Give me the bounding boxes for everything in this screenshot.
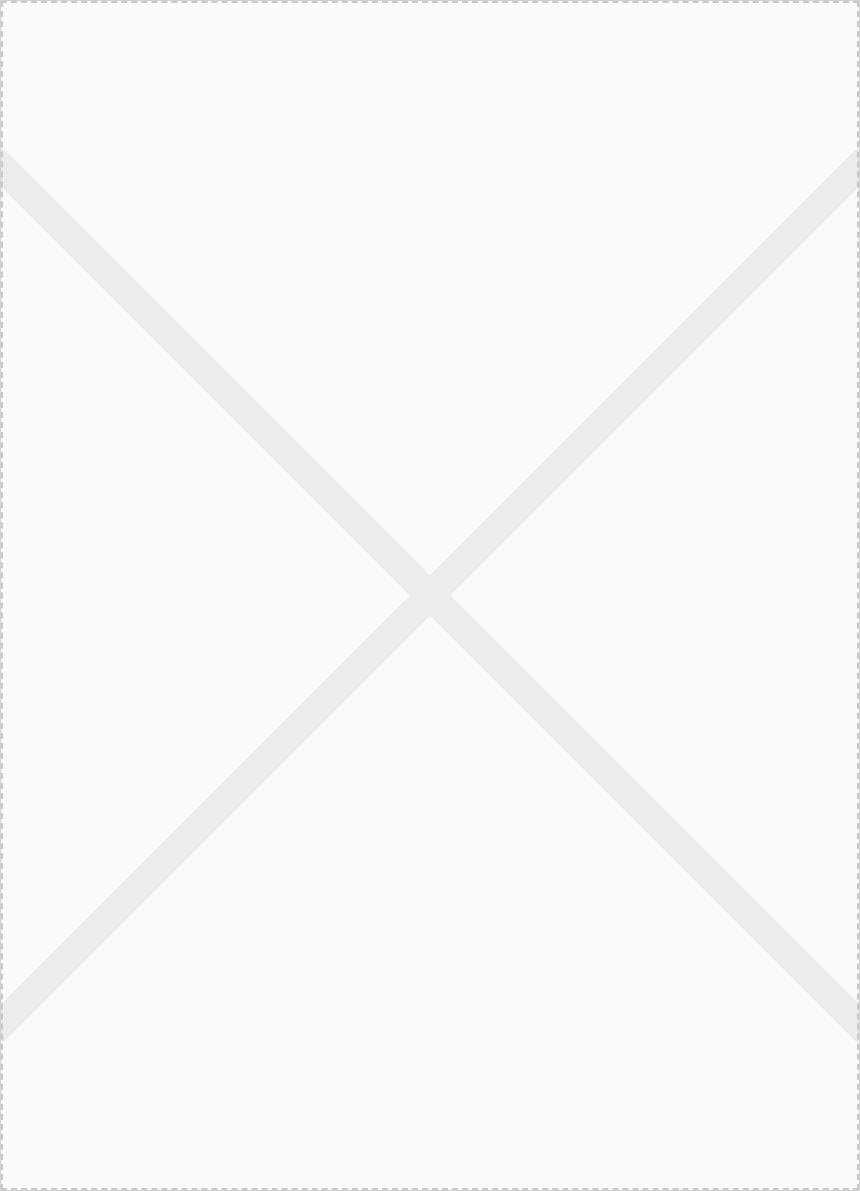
image-unavailable-placeholder	[1, 1, 859, 1190]
